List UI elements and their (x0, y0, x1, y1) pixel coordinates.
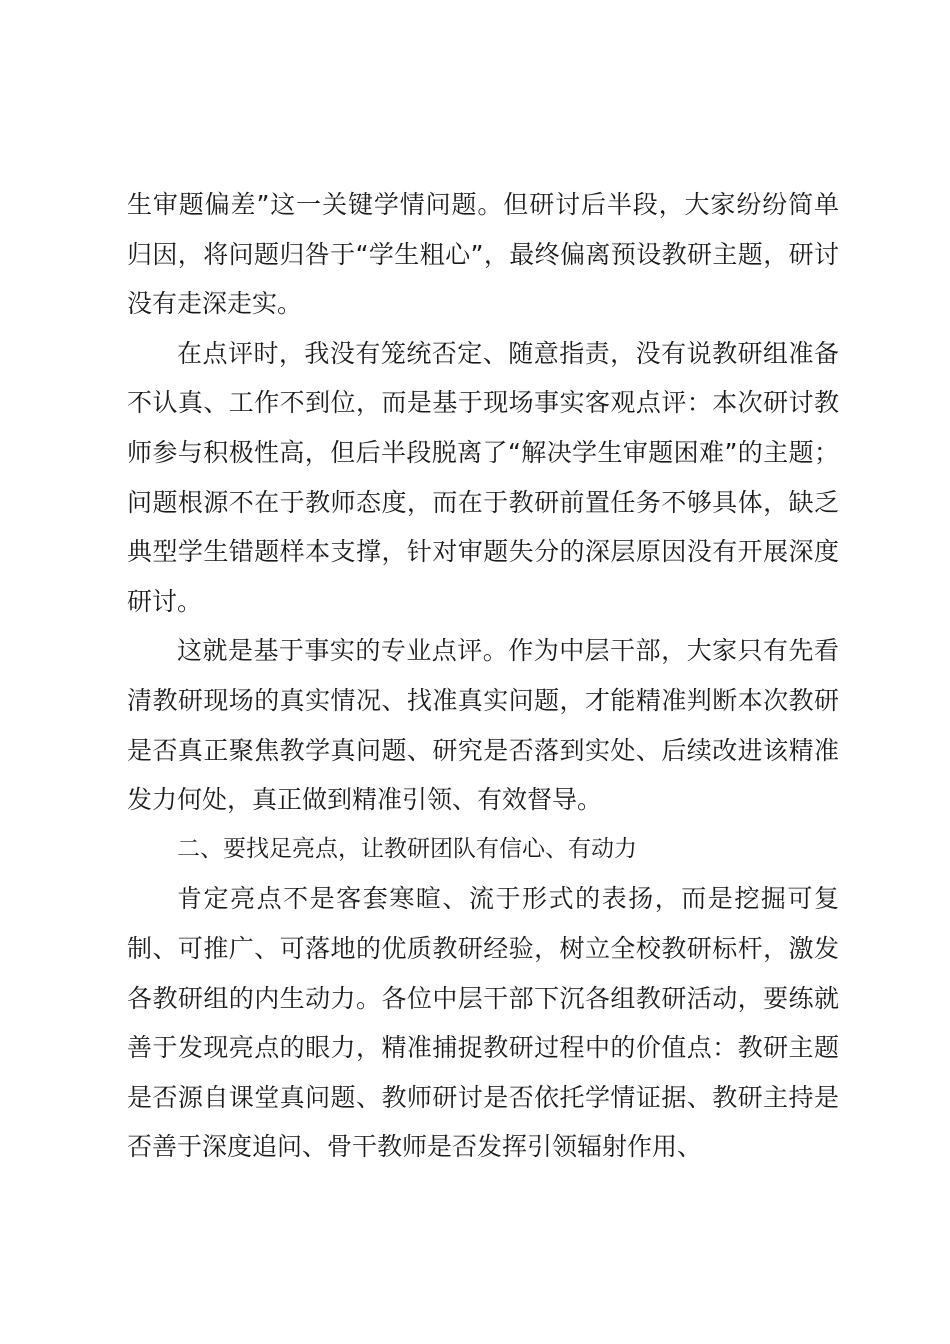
document-body (127, 180, 839, 1172)
section-heading-2: 二、要找足亮点，让教研团队有信心、有动力 (177, 835, 637, 862)
paragraph-professional-review: 这就是基于事实的专业点评。作为中层干部，大家只有先看清教研现场的真实情况、找准真实问题，才能精准判断本次教研是否真正聚焦教学真问题、研究是否落到实处、后续改进该精准发力何处，真正做到精准引领、有效督导。 (127, 636, 839, 815)
paragraph-continuation: 生审题偏差”这一关键学情问题。但研讨后半段，大家纷纷简单归因，将问题归咎于“学生粗心”，最终偏离预设教研主题，研讨没有走深走实。 (127, 190, 839, 319)
paragraph-review-comment: 在点评时，我没有笼统否定、随意指责，没有说教研组准备不认真、工作不到位，而是基于现场事实客观点评：本次研讨教师参与积极性高，但后半段脱离了“解决学生审题困难”的主题；问题根源不在于教师态度，而在于教研前置任务不够具体，缺乏典型学生错题样本支撑，针对审题失分的深层原因没有开展深度研讨。 (127, 338, 839, 616)
paragraph-highlights: 肯定亮点不是客套寒暄、流于形式的表扬，而是挖掘可复制、可推广、可落地的优质教研经验，树立全校教研标杆，激发各教研组的内生动力。各位中层干部下沉各组教研活动，要练就善于发现亮点的眼力，精准捕捉教研过程中的价值点：教研主题是否源自课堂真问题、教师研讨是否依托学情证据、教研主持是否善于深度追问、骨干教师是否发挥引领辐射作用、 (127, 884, 839, 1162)
